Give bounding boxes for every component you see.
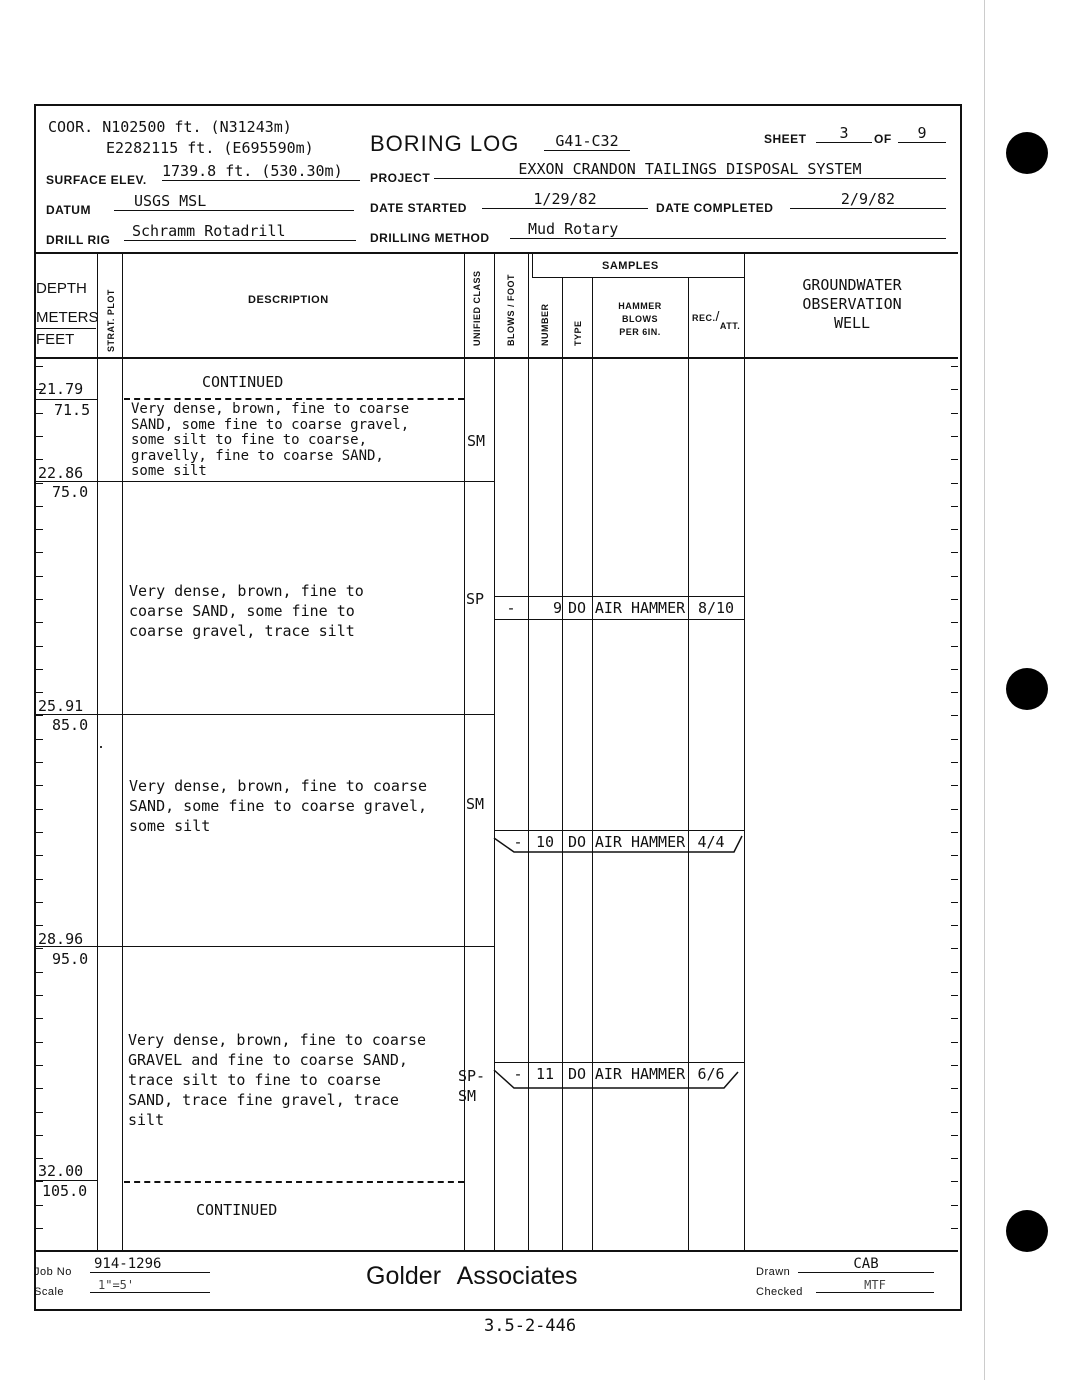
log-id: G41-C32 (544, 132, 630, 151)
sheet-label: SHEET (764, 132, 807, 146)
number-header: NUMBER (540, 303, 550, 346)
page-number: 3.5-2-446 (484, 1316, 577, 1336)
sample-10-outline (494, 836, 742, 852)
sample-10-number: 10 (535, 833, 555, 851)
layer-3-description: Very dense, brown, fine to coarse SAND, some fine to coarse gravel, some silt (129, 777, 428, 835)
drawn-value: CAB (798, 1256, 934, 1273)
sample-11-outline (494, 1070, 738, 1088)
sample-10-rec: 4/4 (697, 833, 725, 851)
drilling-method-label: DRILLING METHOD (370, 231, 490, 245)
datum-label: DATUM (46, 203, 91, 217)
footer-divider (36, 1250, 958, 1252)
rec-label: REC. (692, 313, 716, 323)
project-label: PROJECT (370, 171, 431, 185)
drawn-label: Drawn (756, 1266, 791, 1278)
hammer-label-1: HAMMER (618, 301, 662, 311)
sample-9-number: 9 (552, 599, 562, 617)
drilling-method-value: Mud Rotary (510, 220, 946, 239)
description-header: DESCRIPTION (248, 294, 329, 306)
depth-95-0: 95.0 (52, 950, 89, 968)
layer-3-class: SM (466, 795, 485, 813)
sample-11-type: DO (567, 1065, 587, 1083)
sample-9-type: DO (567, 599, 587, 617)
sample-11-rec: 6/6 (697, 1065, 725, 1083)
scale-label: Scale (34, 1286, 65, 1298)
checked-value: MTF (816, 1278, 934, 1293)
drill-rig-label: DRILL RIG (46, 233, 111, 247)
depth-32-00: 32.00 (38, 1162, 84, 1180)
sample-9-rec: 8/10 (697, 599, 735, 617)
job-no-label: Job No (34, 1266, 72, 1278)
sample-9-hammer: AIR HAMMER (594, 599, 686, 617)
depth-22-86: 22.86 (38, 464, 84, 482)
depth-25-91: 25.91 (38, 697, 84, 715)
sample-11-hammer: AIR HAMMER (594, 1065, 686, 1083)
coor-east: E2282115 ft. (E695590m) (106, 139, 314, 157)
job-no-value: 914-1296 (90, 1256, 210, 1273)
hammer-label-3: PER 6IN. (619, 327, 661, 337)
depth-85-0: 85.0 (52, 716, 89, 734)
layer-4-class-1: SP- (458, 1067, 486, 1085)
unified-class-header: UNIFIED CLASS (472, 270, 482, 346)
sample-10-blows: - (513, 833, 523, 851)
hammer-label-2: BLOWS (622, 314, 658, 324)
strat-dot (100, 746, 102, 748)
blows-foot-header: BLOWS / FOOT (506, 274, 516, 346)
layer-4-class-2: SM (458, 1087, 477, 1105)
groundwater-label-3: WELL (833, 314, 871, 332)
meters-label: METERS (36, 307, 96, 329)
sample-9-blows: - (506, 599, 516, 617)
depth-label: DEPTH (36, 280, 87, 297)
sample-11-number: 11 (535, 1065, 555, 1083)
samples-header: SAMPLES (602, 260, 659, 272)
scale-value: 1"=5' (90, 1278, 210, 1293)
feet-label: FEET (36, 331, 75, 348)
depth-28-96: 28.96 (38, 930, 84, 948)
groundwater-label-1: GROUNDWATER (802, 276, 902, 294)
depth-21-79: 21.79 (38, 380, 84, 398)
company-name: Golder Associates (366, 1262, 578, 1290)
surface-elev-value: 1739.8 ft. (530.30m) (162, 162, 360, 181)
date-completed-label: DATE COMPLETED (656, 201, 774, 215)
layer-1-description: Very dense, brown, fine to coarse SAND, some fine to coarse gravel, some silt to fine to coarse, gravelly, fine to coarse SAND, some silt (131, 401, 410, 479)
sheet-total: 9 (898, 124, 946, 143)
layer-4-description: Very dense, brown, fine to coarse GRAVEL and fine to coarse SAND, trace silt to fine to coarse SAND, trace fine gravel, trace silt (128, 1031, 427, 1129)
project-value: EXXON CRANDON TAILINGS DISPOSAL SYSTEM (434, 160, 946, 179)
date-completed-value: 2/9/82 (790, 190, 946, 209)
continued-top: CONTINUED (202, 373, 284, 391)
sample-10-hammer: AIR HAMMER (594, 833, 686, 851)
layer-1-class: SM (467, 432, 486, 450)
depth-105-0: 105.0 (42, 1182, 88, 1200)
drill-rig-value: Schramm Rotadrill (124, 222, 356, 241)
layer-2-description: Very dense, brown, fine to coarse SAND, some fine to coarse gravel, trace silt (129, 582, 364, 640)
sheet-number: 3 (816, 124, 872, 143)
depth-71-5: 71.5 (54, 401, 91, 419)
checked-label: Checked (756, 1286, 803, 1298)
att-label: ATT. (719, 321, 741, 331)
date-started-label: DATE STARTED (370, 201, 467, 215)
groundwater-label-2: OBSERVATION (802, 295, 902, 313)
sample-11-blows: - (513, 1065, 523, 1083)
form-title: BORING LOG (370, 131, 520, 156)
type-header: TYPE (573, 320, 583, 346)
date-started-value: 1/29/82 (482, 190, 648, 209)
strat-plot-header: STRAT. PLOT (106, 289, 116, 352)
rec-att-header: REC./ATT. (692, 308, 741, 331)
datum-value: USGS MSL (114, 192, 354, 211)
continued-bottom: CONTINUED (196, 1201, 278, 1219)
sample-10-type: DO (567, 833, 587, 851)
depth-75-0: 75.0 (52, 483, 89, 501)
coor-north: N102500 ft. (N31243m) (102, 118, 292, 136)
of-label: OF (874, 132, 892, 146)
layer-2-class: SP (466, 590, 485, 608)
coor-label: COOR. (48, 118, 94, 136)
surface-elev-label: SURFACE ELEV. (46, 173, 147, 187)
